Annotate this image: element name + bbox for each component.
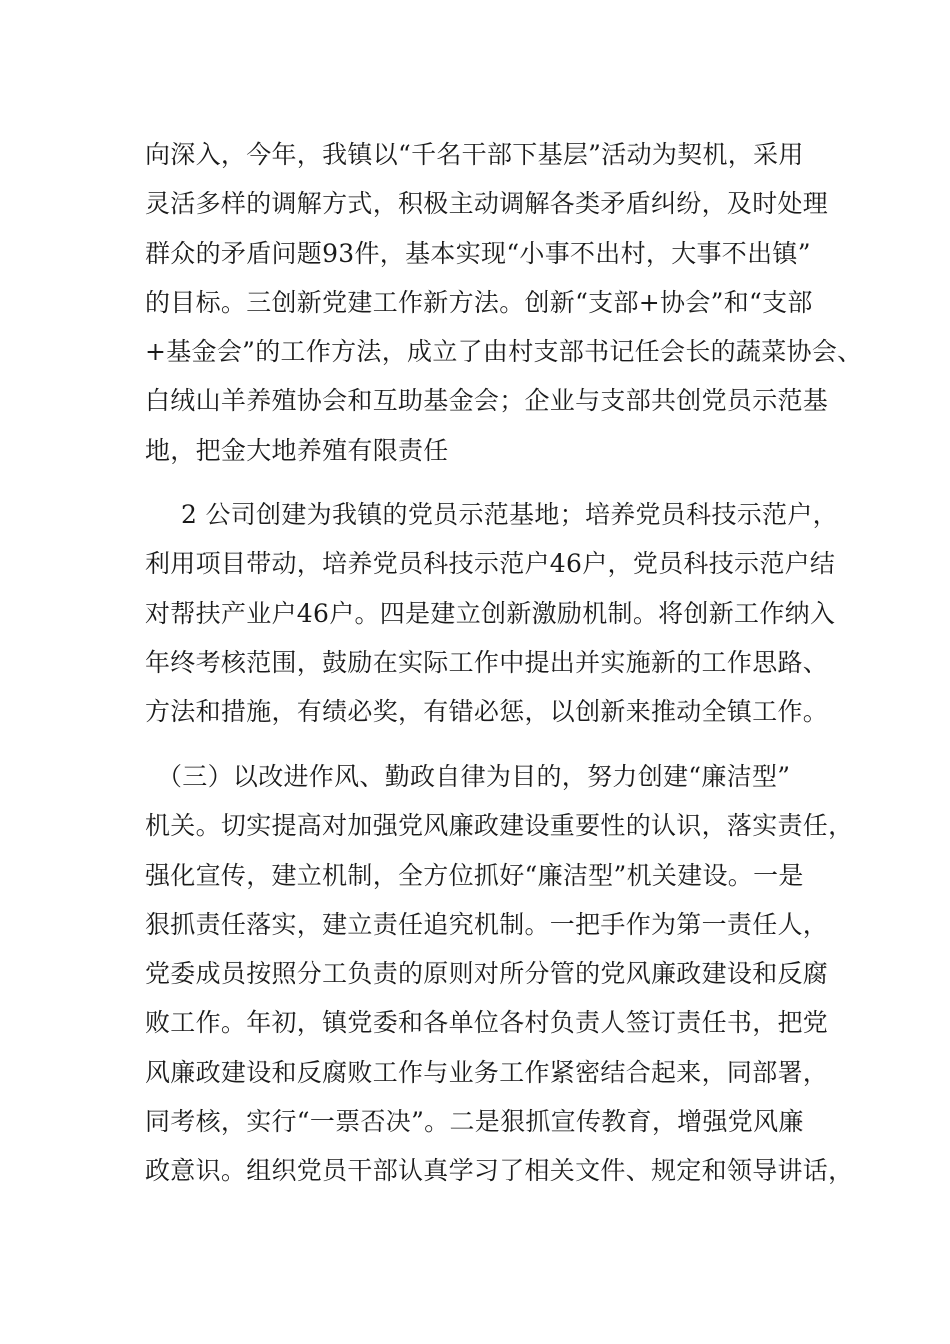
text-line: 方法和措施，有绩必奖，有错必惩，以创新来推动全镇工作。 xyxy=(145,697,829,727)
text-line: 政意识。组织党员干部认真学习了相关文件、规定和领导讲话， xyxy=(145,1156,854,1186)
text-line: 灵活多样的调解方式，积极主动调解各类矛盾纠纷，及时处理 xyxy=(145,189,829,219)
text-line: 群众的矛盾问题93件，基本实现“小事不出村，大事不出镇” xyxy=(145,238,811,268)
text-line: 2 公司创建为我镇的党员示范基地；培养党员科技示范户， xyxy=(181,500,838,529)
body-paragraph-1 xyxy=(145,130,863,475)
text-line: 向深入，今年，我镇以“千名干部下基层”活动为契机，采用 xyxy=(145,140,804,169)
body-paragraph-3 xyxy=(145,752,854,1196)
body-paragraph-2 xyxy=(145,490,838,736)
text-line: 风廉政建设和反腐败工作与业务工作紧密结合起来，同部署， xyxy=(145,1057,829,1087)
text-line: 的目标。三创新党建工作新方法。创新“支部+协会”和“支部 xyxy=(145,287,813,317)
text-line: 党委成员按照分工负责的原则对所分管的党风廉政建设和反腐 xyxy=(145,959,829,989)
text-line: 机关。切实提高对加强党风廉政建设重要性的认识，落实责任， xyxy=(145,811,854,841)
text-line: 强化宣传，建立机制，全方位抓好“廉洁型”机关建设。一是 xyxy=(145,860,804,890)
text-line: 白绒山羊养殖协会和互助基金会；企业与支部共创党员示范基 xyxy=(145,386,829,416)
text-line: 利用项目带动，培养党员科技示范户46户，党员科技示范户结 xyxy=(145,549,836,579)
text-line: +基金会”的工作方法，成立了由村支部书记任会长的蔬菜协会、 xyxy=(145,337,863,367)
text-line: 狠抓责任落实，建立责任追究机制。一把手作为第一责任人， xyxy=(145,909,829,939)
text-line: 败工作。年初，镇党委和各单位各村负责人签订责任书，把党 xyxy=(145,1008,829,1038)
text-line: 对帮扶产业户46户。四是建立创新激励机制。将创新工作纳入 xyxy=(145,598,836,628)
text-line: （三）以改进作风、勤政自律为目的，努力创建“廉洁型” xyxy=(157,762,791,791)
text-line: 年终考核范围，鼓励在实际工作中提出并实施新的工作思路、 xyxy=(145,647,829,677)
text-line: 地，把金大地养殖有限责任 xyxy=(145,435,449,465)
text-line: 同考核，实行“一票否决”。二是狠抓宣传教育，增强党风廉 xyxy=(145,1107,804,1137)
